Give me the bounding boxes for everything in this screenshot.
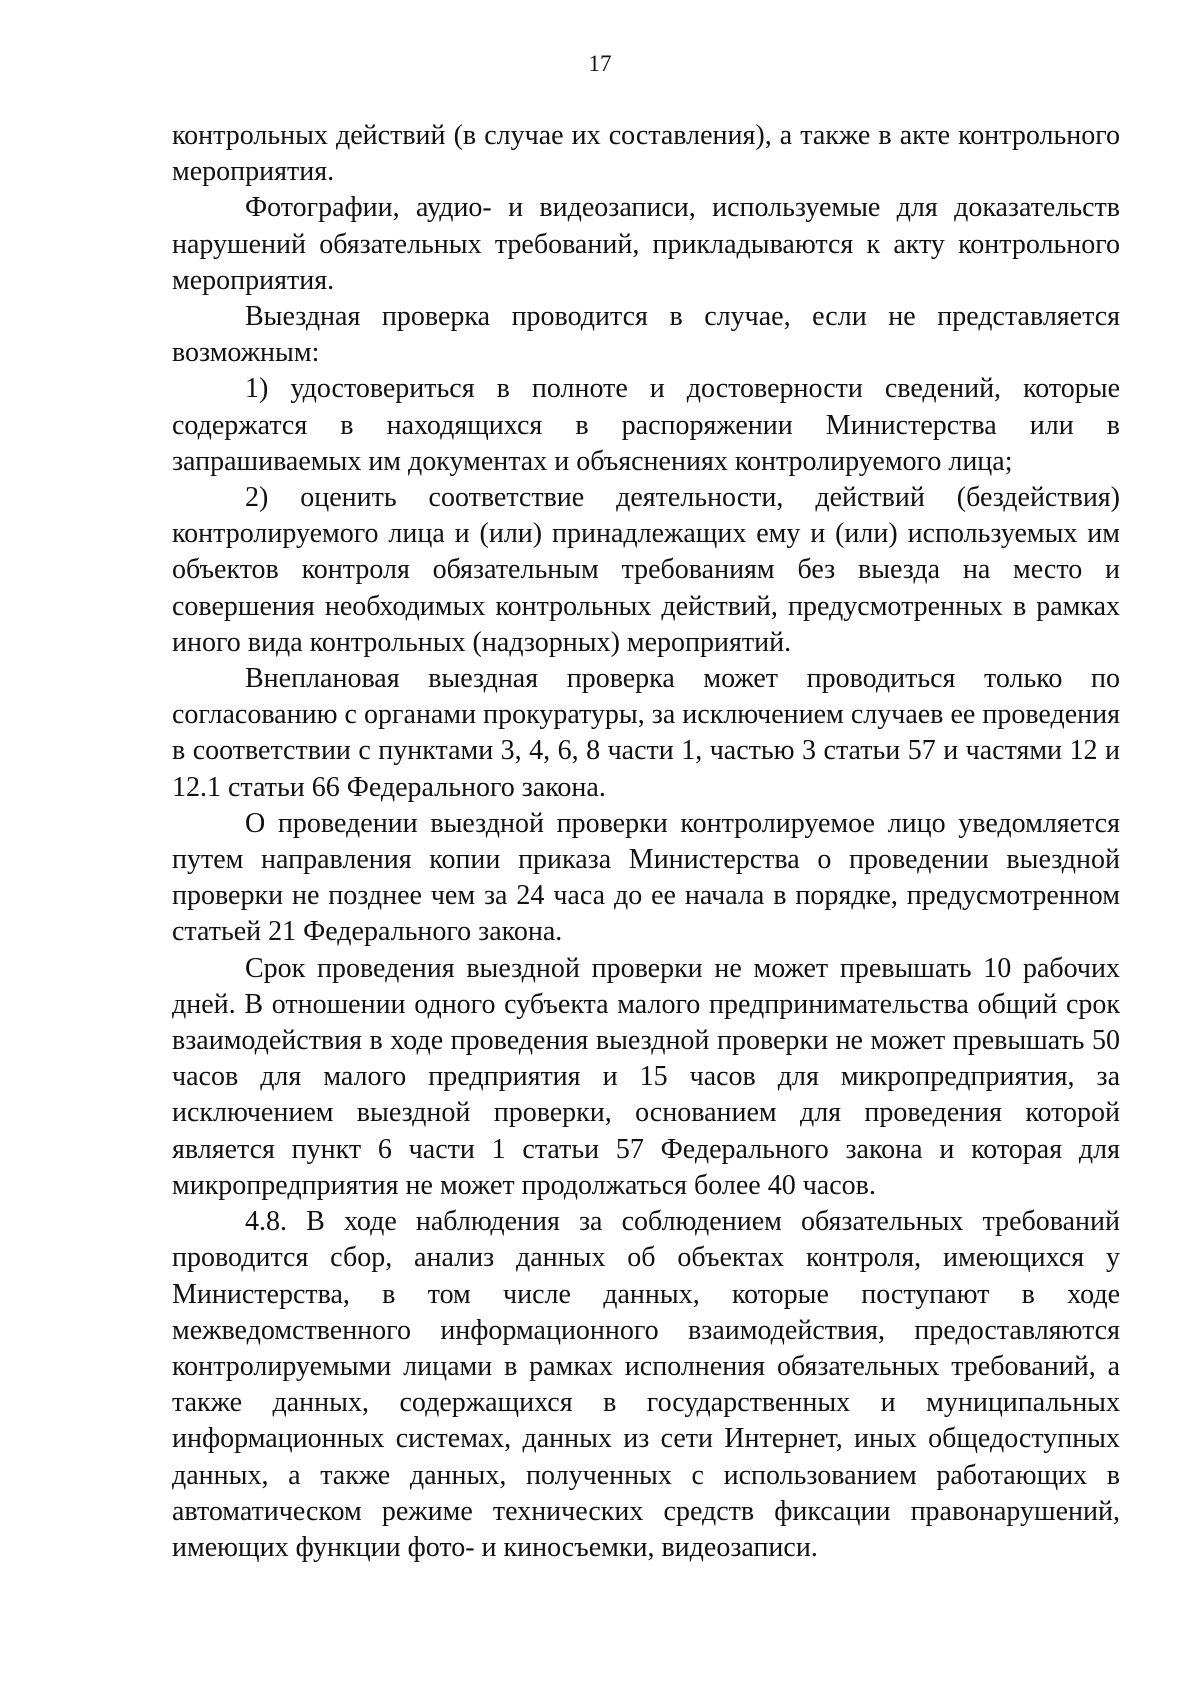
- paragraph-section-4-8: 4.8. В ходе наблюдения за соблюдением обязательных требований проводится сбор, анализ данных об объектах контроля, имеющихся у Министерства, в том числе данных, которые поступают в ходе межведомственного информационного взаимодействия, предоставляются контролируемыми лицами в рамках исполнения обязательных требований, а также данных, содержащихся в государственных и муниципальных информационных системах, данных из сети Интернет, иных общедоступных данных, а также данных, полученных с использованием работающих в автоматическом режиме технических средств фиксации правонарушений, имеющих функции фото- и киносъемки, видеозаписи.: [172, 1206, 1120, 1563]
- document-body: [172, 118, 1120, 1566]
- list-item-2: 2) оценить соответствие деятельности, действий (бездействия) контролируемого лица и (или) принадлежащих ему и (или) используемых им объектов контроля обязательным требованиям без выезда на место и совершения необходимых контрольных действий, предусмотренных в рамках иного вида контрольных (надзорных) мероприятий.: [172, 482, 1120, 658]
- paragraph-continuation: контрольных действий (в случае их составления), а также в акте контрольного мероприятия.: [172, 120, 1120, 188]
- paragraph-onsite-inspection: Выездная проверка проводится в случае, если не представляется возможным:: [172, 301, 1120, 369]
- list-item-1: 1) удостовериться в полноте и достоверности сведений, которые содержатся в находящихся в распоряжении Министерства или в запрашиваемых им документах и объяснениях контролируемого лица;: [172, 373, 1120, 477]
- paragraph-notification: О проведении выездной проверки контролируемое лицо уведомляется путем направления копии приказа Министерства о проведении выездной проверки не позднее чем за 24 часа до ее начала в порядке, предусмотренном статьей 21 Федерального закона.: [172, 807, 1120, 948]
- paragraph-unscheduled-inspection: Внеплановая выездная проверка может проводиться только по согласованию с органами прокуратуры, за исключением случаев ее проведения в соответствии с пунктами 3, 4, 6, 8 части 1, частью 3 статьи 57 и частями 12 и 12.1 статьи 66 Федерального закона.: [172, 663, 1120, 803]
- paragraph-inspection-term: Срок проведения выездной проверки не может превышать 10 рабочих дней. В отношении одного субъекта малого предпринимательства общий срок взаимодействия в ходе проведения выездной проверки не может превышать 50 часов для малого предприятия и 15 часов для микропредприятия, за исключением выездной проверки, основанием для проведения которой является пункт 6 части 1 статьи 57 Федерального закона и которая для микропредприятия не может продолжаться более 40 часов.: [172, 952, 1120, 1201]
- page-number: 17: [588, 51, 612, 76]
- paragraph-photos-media: Фотографии, аудио- и видеозаписи, используемые для доказательств нарушений обязательных требований, прикладываются к акту контрольного мероприятия.: [172, 192, 1120, 296]
